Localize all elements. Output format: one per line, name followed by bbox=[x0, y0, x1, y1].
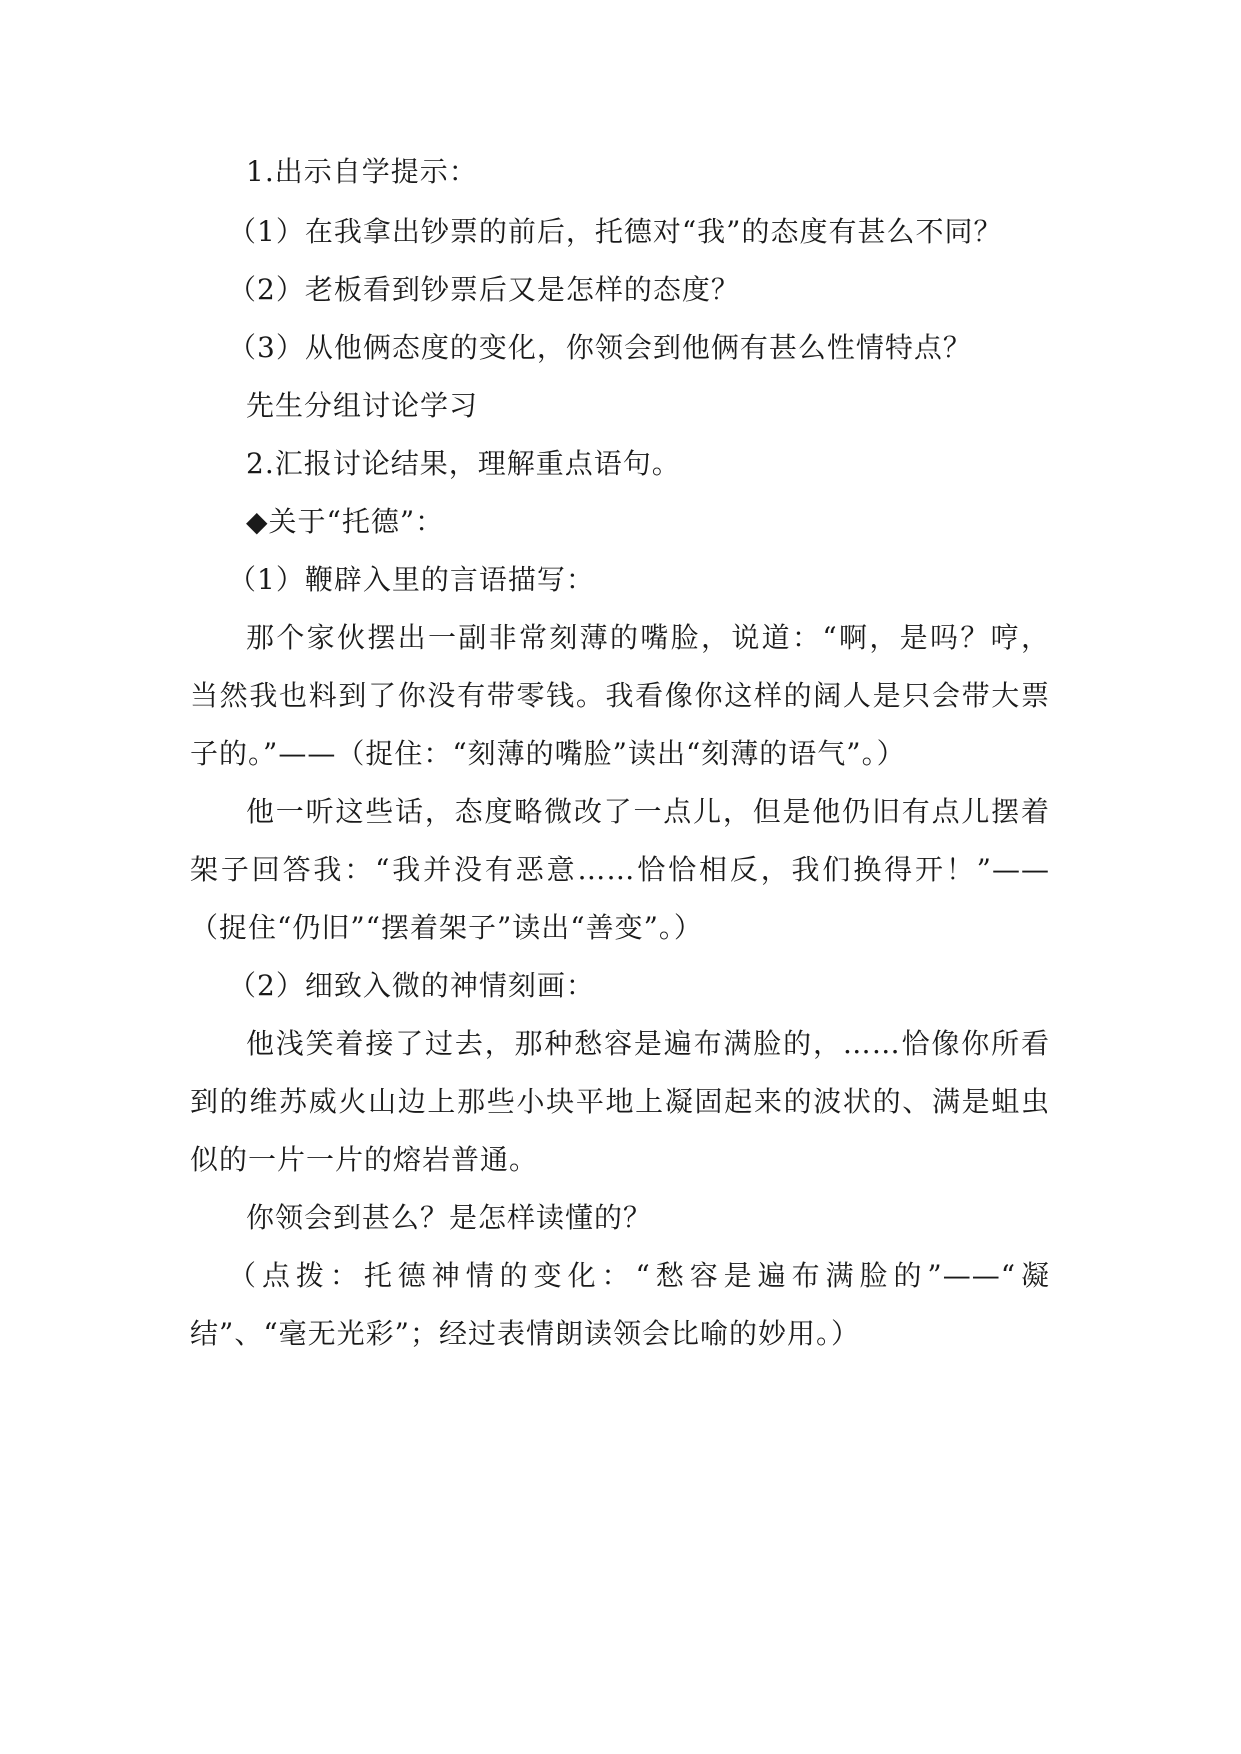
about-tode-heading: ◆关于“托德”： bbox=[246, 505, 445, 538]
quote-3-line-1: 他浅笑着接了过去，那种愁容是遍布满脸的，……恰像你所看 bbox=[246, 1027, 1050, 1060]
group-discussion-note: 先生分组讨论学习 bbox=[246, 389, 479, 422]
prompt-question-2: （2）老板看到钞票后又是怎样的态度？ bbox=[228, 273, 740, 306]
quote-1-line-3: 子的。”——（捉住：“刻薄的嘴脸”读出“刻薄的语气”。） bbox=[190, 737, 906, 770]
quote-3-line-2: 到的维苏威火山边上那些小块平地上凝固起来的波状的、满是蛆虫 bbox=[190, 1085, 1050, 1118]
subheading-language-description: （1）鞭辟入里的言语描写： bbox=[228, 563, 595, 596]
prompt-question-3: （3）从他俩态度的变化，你领会到他俩有甚么性情特点？ bbox=[228, 331, 972, 364]
guidance-line-2: 结”、“毫无光彩”；经过表情朗读领会比喻的妙用。） bbox=[190, 1317, 860, 1350]
quote-2-line-3: （捉住“仍旧”“摆着架子”读出“善变”。） bbox=[190, 911, 703, 944]
guidance-line-1: （点拨：托德神情的变化：“愁容是遍布满脸的”——“凝 bbox=[228, 1259, 1050, 1292]
subheading-expression-portrayal: （2）细致入微的神情刻画： bbox=[228, 969, 595, 1002]
reflection-question: 你领会到甚么？是怎样读懂的？ bbox=[246, 1201, 653, 1234]
item-2-heading: 2.汇报讨论结果，理解重点语句。 bbox=[246, 447, 681, 480]
quote-1-line-1: 那个家伙摆出一副非常刻薄的嘴脸，说道：“啊，是吗？哼， bbox=[246, 621, 1050, 654]
item-1-heading: 1.出示自学提示： bbox=[246, 155, 478, 188]
prompt-question-1: （1）在我拿出钞票的前后，托德对“我”的态度有甚么不同？ bbox=[228, 215, 1003, 248]
quote-3-line-3: 似的一片一片的熔岩普通。 bbox=[190, 1143, 539, 1176]
quote-2-line-2: 架子回答我：“我并没有恶意……恰恰相反，我们换得开！”—— bbox=[190, 853, 1050, 886]
quote-2-line-1: 他一听这些话，态度略微改了一点儿，但是他仍旧有点儿摆着 bbox=[246, 795, 1050, 828]
quote-1-line-2: 当然我也料到了你没有带零钱。我看像你这样的阔人是只会带大票 bbox=[190, 679, 1050, 712]
